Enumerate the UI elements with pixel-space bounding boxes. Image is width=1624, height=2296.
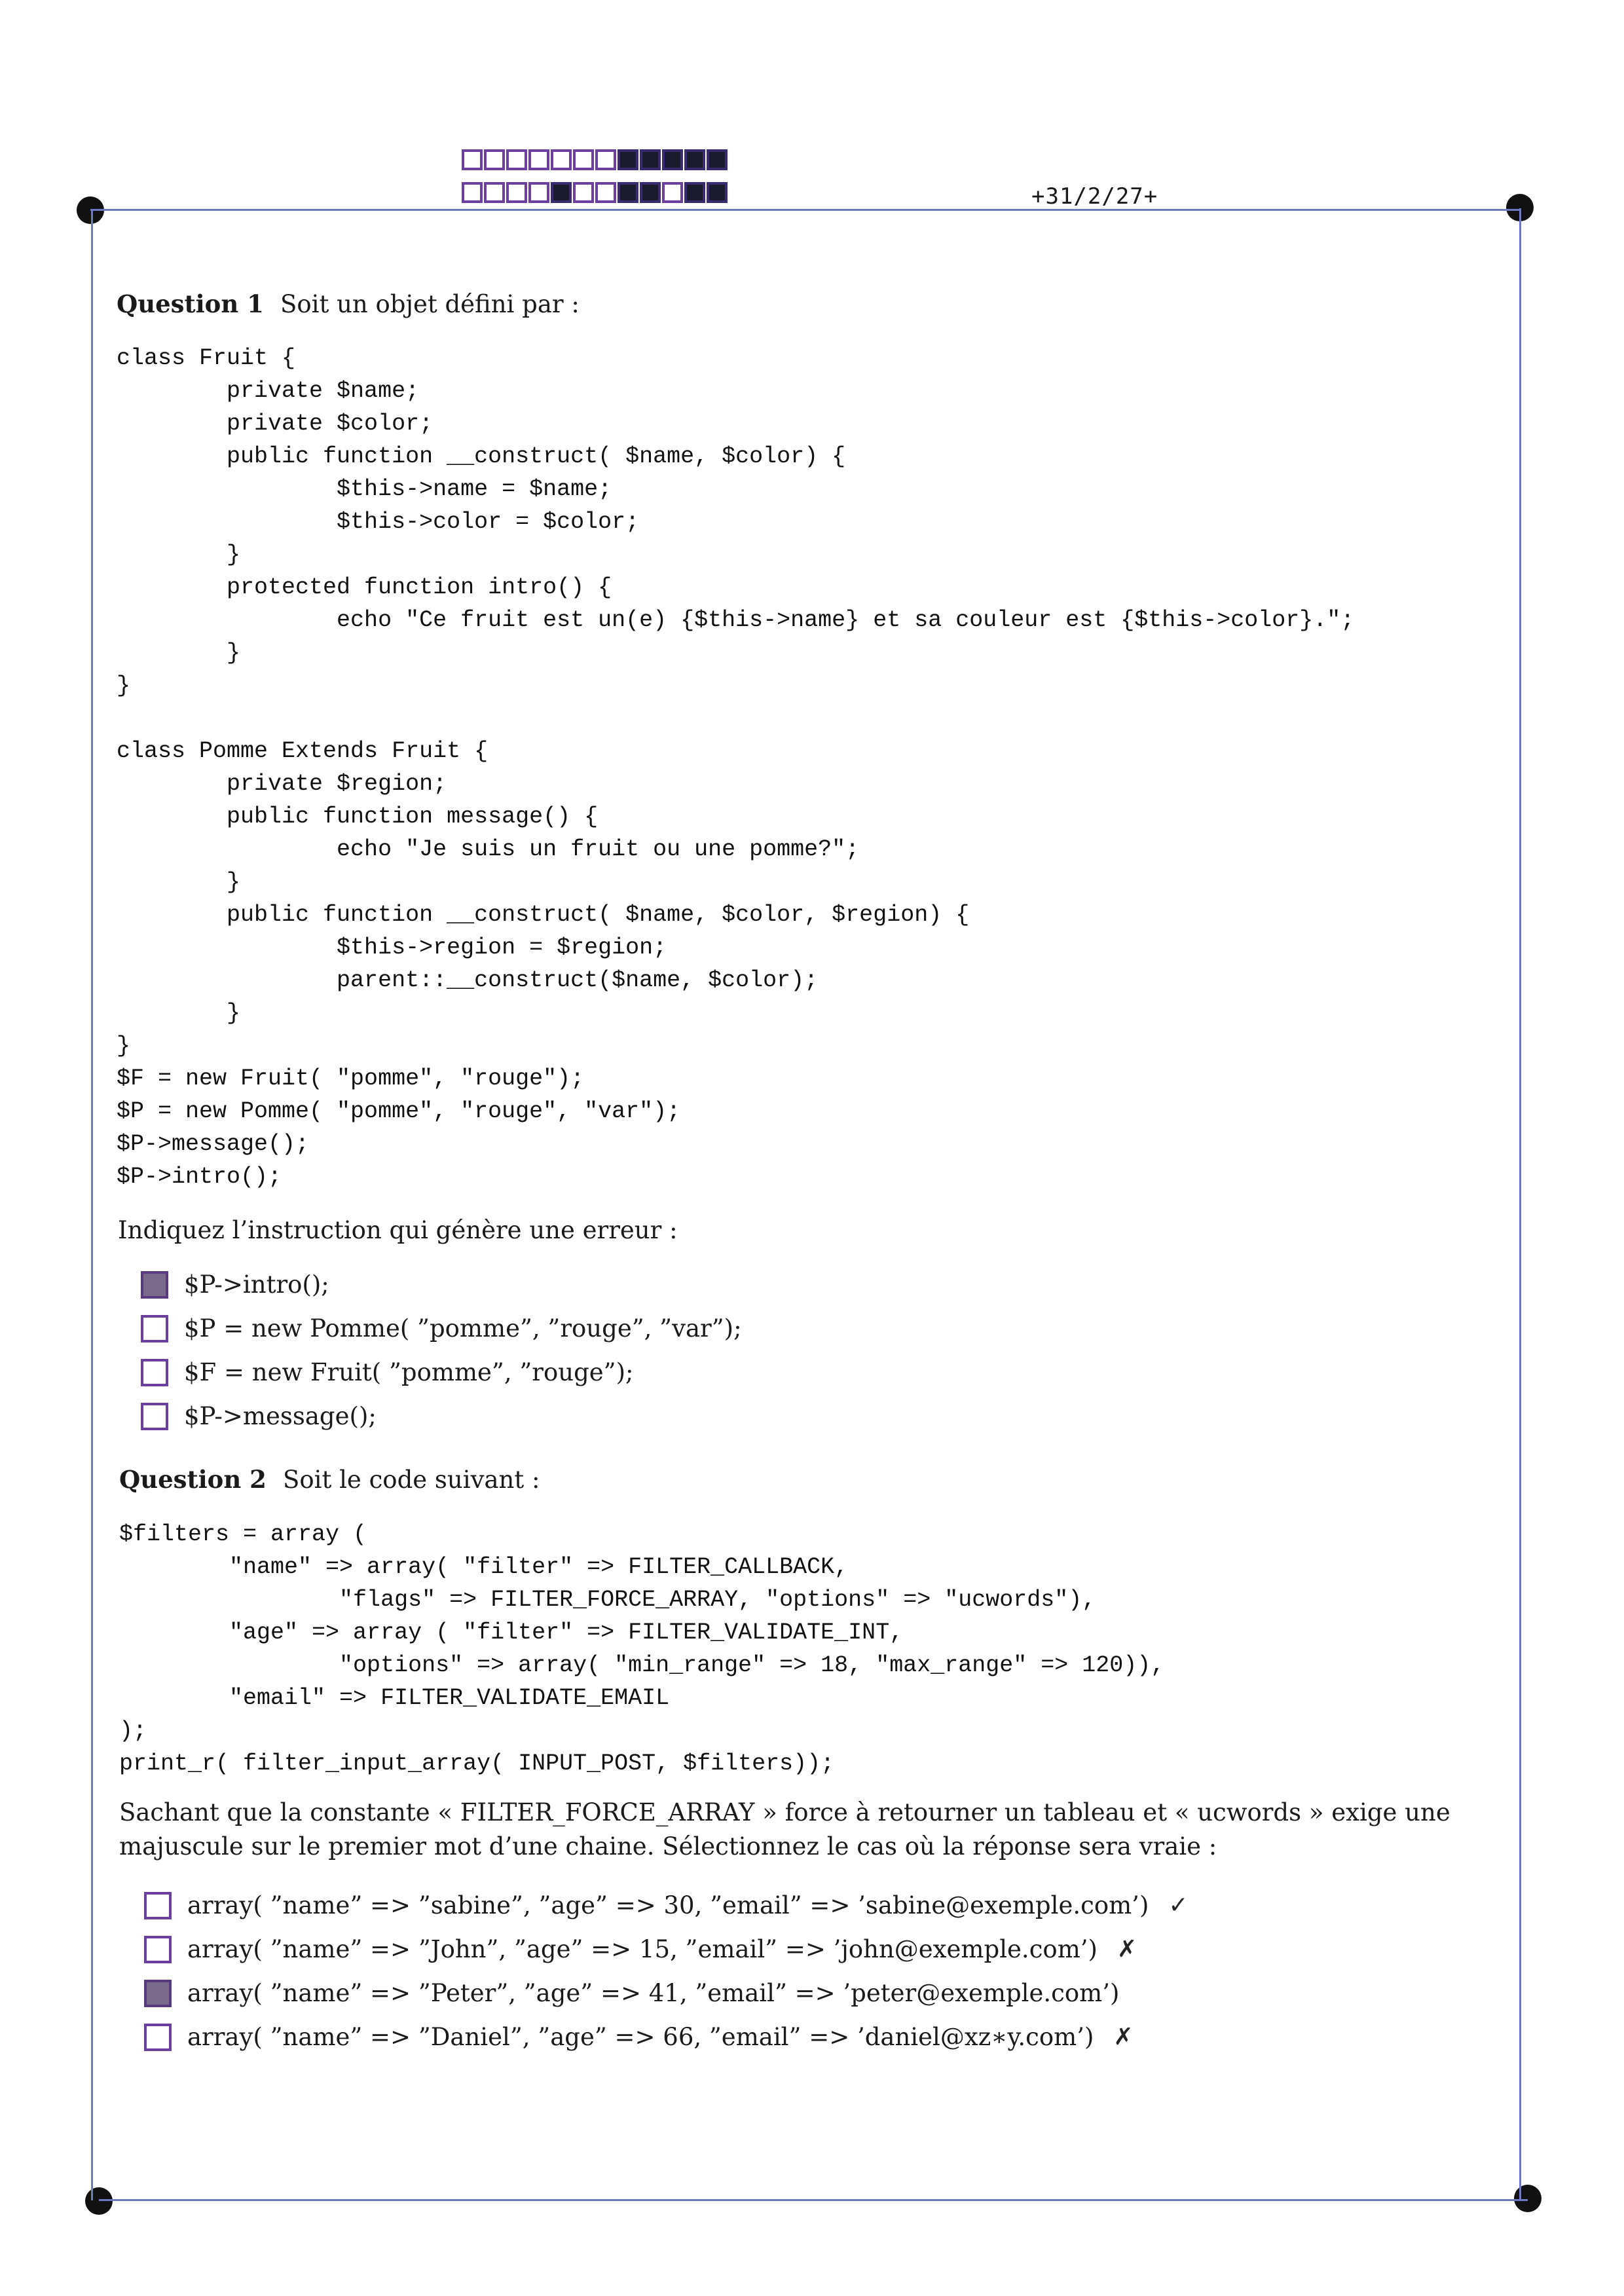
barcode-cell [573,182,594,203]
q2-answer-4-text: array( ”name” => ”Daniel”, ”age” => 66, ”email” => ’daniel@xz∗y.com’) [187,2023,1094,2051]
q2-answer-3[interactable] [144,1971,1189,2015]
barcode-cell [551,182,572,203]
barcode-cell [573,149,594,170]
barcode-cell [662,182,683,203]
q2-answer-2-text: array( ”name” => ”John”, ”age” => 15, ”email” => ’john@exemple.com’) [187,1935,1098,1963]
barcode-cell [707,182,728,203]
barcode-cell [462,149,483,170]
q1-answer-4-checkbox[interactable] [141,1403,168,1430]
q2-answer-3-text: array( ”name” => ”Peter”, ”age” => 41, ”email” => ’peter@exemple.com’) [187,1979,1120,2007]
q2-answer-2-checkbox[interactable] [144,1936,172,1963]
barcode-cell [595,149,616,170]
barcode-cell [640,149,661,170]
q1-answer-2-checkbox[interactable] [141,1315,168,1342]
q1-answer-1[interactable] [141,1263,742,1306]
barcode-cell [506,149,527,170]
q2-answer-2[interactable] [144,1927,1189,1971]
q1-answer-1-text: $P->intro(); [184,1270,329,1299]
q2-answer-1-checkbox[interactable] [144,1892,172,1919]
question-1-prompt: Indiquez l’instruction qui génère une erreur : [118,1216,678,1244]
q1-answer-3-checkbox[interactable] [141,1359,168,1386]
barcode-cell [684,182,705,203]
barcode-cell [662,149,683,170]
cross-mark-icon: ✗ [1113,2024,1134,2050]
q2-answer-4[interactable] [144,2015,1189,2059]
q1-answer-2-text: $P = new Pomme( ”pomme”, ”rouge”, ”var”); [184,1314,742,1342]
question-2-prompt: Sachant que la constante « FILTER_FORCE_ARRAY » force à retourner un tableau et « ucwords » exige une majuscule sur le premier mot d’une chaine. Sélectionnez le cas où la réponse sera vraie : [119,1798,1450,1861]
question-2-intro: Soit le code suivant : [283,1466,540,1494]
corner-mark-bottom-right [1514,2185,1541,2212]
question-2-header [119,1465,540,1494]
barcode-cell [506,182,527,203]
question-1-header [117,289,580,318]
q1-answer-4[interactable] [141,1394,742,1438]
barcode-cell [528,182,549,203]
question-1-label: Question 1 [117,289,264,318]
question-2-label: Question 2 [119,1465,267,1494]
exam-id: +31/2/27+ [1031,183,1158,210]
question-1-intro: Soit un objet défini par : [280,290,580,318]
question-1-answers [141,1263,742,1438]
q1-answer-3-text: $F = new Fruit( ”pomme”, ”rouge”); [184,1358,634,1386]
q2-answer-3-checkbox[interactable] [144,1980,172,2007]
question-1-code: class Fruit { private $name; private $color; public function __construct( $name, $color) { $this->name = $name; $this->color = $color; } protected function intro() { echo "Ce fruit est un(e) {$this->name} et sa couleur est {$this->color}."; } } class Pomme Extends Fruit { private $region; public function message() { echo "Je suis un fruit ou une pomme?"; } public function __construct( $name, $color, $region) { $this->region = $region; parent::__construct($name, $color); } } $F = new Fruit( "pomme", "rouge"); $P = new Pomme( "pomme", "rouge", "var"); $P->message(); $P->intro(); [117,345,1355,1190]
barcode-row-2 [462,182,729,203]
barcode-cell [707,149,728,170]
question-2-code: $filters = array ( "name" => array( "filter" => FILTER_CALLBACK, "flags" => FILTER_FORCE_ARRAY, "options" => "ucwords"), "age" => array ( "filter" => FILTER_VALIDATE_INT, "options" => array( "min_range" => 18, "max_range" => 120)), "email" => FILTER_VALIDATE_EMAIL ); print_r( filter_input_array( INPUT_POST, $filters)); [119,1521,1165,1777]
barcode-cell [462,182,483,203]
q2-answer-1-text: array( ”name” => ”sabine”, ”age” => 30, ”email” => ’sabine@exemple.com’) [187,1891,1149,1919]
barcode-row-1 [462,149,729,170]
q1-answer-1-checkbox[interactable] [141,1271,168,1299]
barcode-cell [528,149,549,170]
frame-left [91,210,93,2200]
corner-mark-bottom-left [85,2187,113,2215]
barcode-cell [618,182,638,203]
barcode-cell [684,149,705,170]
barcode-cell [484,149,505,170]
q1-answer-4-text: $P->message(); [184,1402,377,1430]
barcode-cell [484,182,505,203]
q1-answer-3[interactable] [141,1350,742,1394]
barcode-cell [551,149,572,170]
barcode-cell [618,149,638,170]
frame-top [90,209,1520,211]
cross-mark-icon: ✗ [1116,1936,1137,1963]
barcode-cell [595,182,616,203]
frame-right [1519,208,1521,2199]
frame-bottom [99,2199,1528,2201]
q2-answer-1[interactable] [144,1883,1189,1927]
barcode-cell [640,182,661,203]
q1-answer-2[interactable] [141,1306,742,1350]
question-2-answers [144,1883,1189,2059]
check-mark-icon: ✓ [1168,1892,1189,1919]
q2-answer-4-checkbox[interactable] [144,2024,172,2051]
